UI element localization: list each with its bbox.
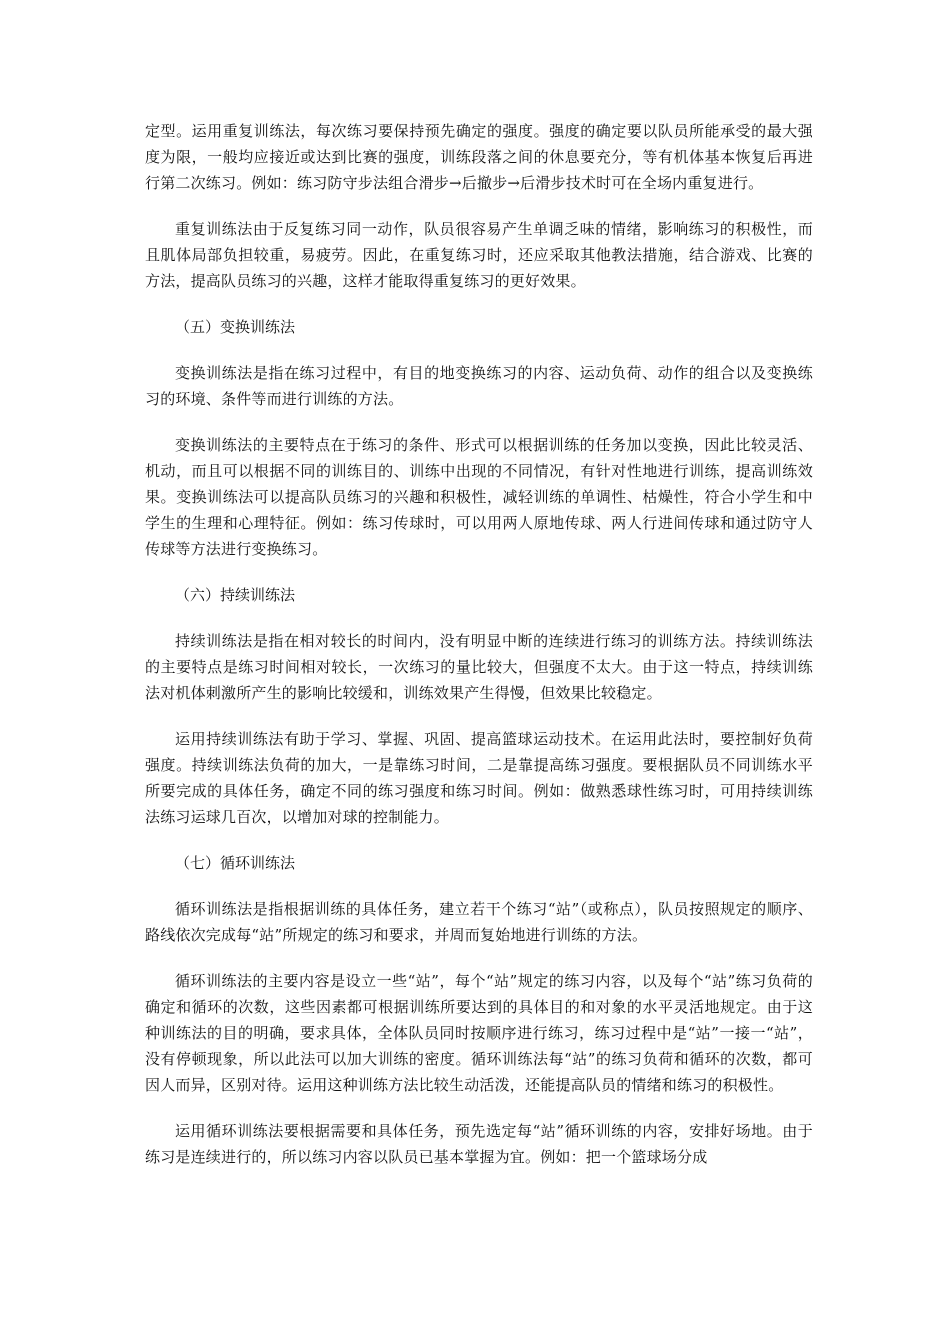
heading-variation-training: （五）变换训练法 (175, 318, 296, 336)
paragraph-repeat-training-end: 定型。运用重复训练法，每次练习要保持预先确定的强度。强度的确定要以队员所能承受的最大强度为限，一般均应接近或达到比赛的强度，训练段落之间的休息要充分，等有机体基本恢复后再进行第二次练习。例如：练习防守步法组合滑步→后撤步→后滑步技术时可在全场内重复进行。 (145, 122, 813, 192)
paragraph-circuit-usage: 运用循环训练法要根据需要和具体任务，预先选定每“站”循环训练的内容，安排好场地。由于练习是连续进行的，所以练习内容以队员已基本掌握为宜。例如：把一个篮球场分成 (145, 1122, 813, 1166)
paragraph-continuous-definition: 持续训练法是指在相对较长的时间内，没有明显中断的连续进行练习的训练方法。持续训练法的主要特点是练习时间相对较长，一次练习的量比较大，但强度不太大。由于这一特点，持续训练法对机体刺激所产生的影响比较缓和，训练效果产生得慢，但效果比较稳定。 (145, 632, 813, 702)
paragraph-variation-features: 变换训练法的主要特点在于练习的条件、形式可以根据训练的任务加以变换，因此比较灵活、机动，而且可以根据不同的训练目的、训练中出现的不同情况，有针对性地进行训练，提高训练效果。变换训练法可以提高队员练习的兴趣和积极性，减轻训练的单调性、枯燥性，符合小学生和中学生的生理和心理特征。例如：练习传球时，可以用两人原地传球、两人行进间传球和通过防守人传球等方法进行变换练习。 (145, 436, 813, 558)
paragraph-continuous-usage: 运用持续训练法有助于学习、掌握、巩固、提高篮球运动技术。在运用此法时，要控制好负荷强度。持续训练法负荷的加大，一是靠练习时间，二是靠提高练习强度。要根据队员不同训练水平所要完成的具体任务，确定不同的练习强度和练习时间。例如：做熟悉球性练习时，可用持续训练法练习运球几百次，以增加对球的控制能力。 (145, 730, 813, 826)
paragraph-repeat-training-notes: 重复训练法由于反复练习同一动作，队员很容易产生单调乏味的情绪，影响练习的积极性，而且肌体局部负担较重，易疲劳。因此，在重复练习时，还应采取其他教法措施，结合游戏、比赛的方法，提高队员练习的兴趣，这样才能取得重复练习的更好效果。 (145, 220, 813, 290)
paragraph-circuit-definition: 循环训练法是指根据训练的具体任务，建立若干个练习“站”（或称点），队员按照规定的顺序、路线依次完成每“站”所规定的练习和要求，并周而复始地进行训练的方法。 (145, 900, 813, 944)
document-page (145, 118, 813, 1190)
paragraph-circuit-content: 循环训练法的主要内容是设立一些“站”，每个“站”规定的练习内容，以及每个“站”练习负荷的确定和循环的次数，这些因素都可根据训练所要达到的具体目的和对象的水平灵活地规定。由于这种训练法的目的明确，要求具体，全体队员同时按顺序进行练习，练习过程中是“站”一接一“站”，没有停顿现象，所以此法可以加大训练的密度。循环训练法每“站”的练习负荷和循环的次数，都可因人而异，区别对待。运用这种训练方法比较生动活泼，还能提高队员的情绪和练习的积极性。 (145, 972, 813, 1094)
heading-circuit-training: （七）循环训练法 (175, 854, 296, 872)
heading-continuous-training: （六）持续训练法 (175, 586, 296, 604)
paragraph-variation-definition: 变换训练法是指在练习过程中，有目的地变换练习的内容、运动负荷、动作的组合以及变换练习的环境、条件等而进行训练的方法。 (145, 364, 813, 408)
